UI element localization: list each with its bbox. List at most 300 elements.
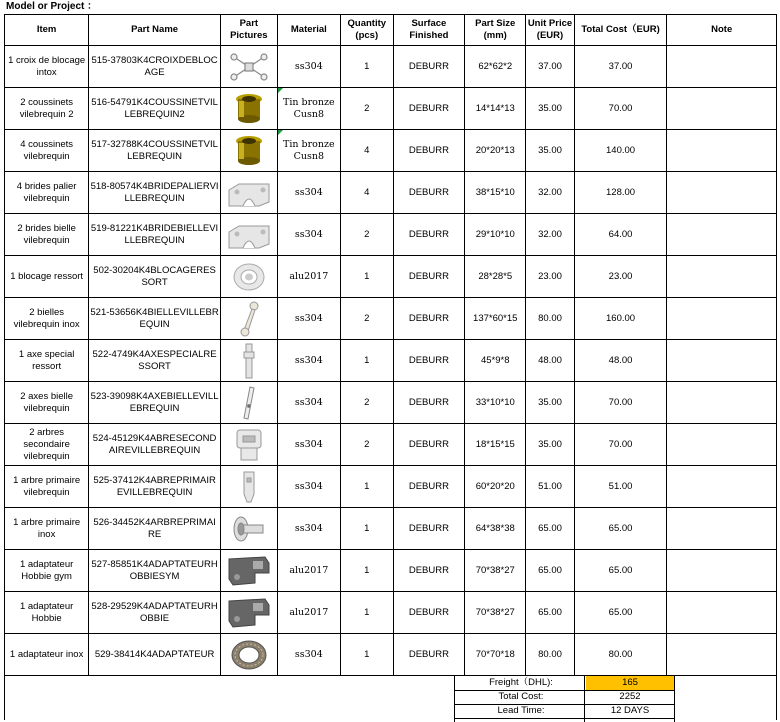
cell-quantity — [340, 340, 393, 382]
cell-part-size-text: 137*60*15 — [473, 312, 518, 324]
model-or-project-label: Model or Project ： — [6, 1, 98, 12]
summary-divider — [674, 676, 675, 722]
short-pin-icon — [222, 384, 276, 422]
cell-total-cost — [574, 634, 667, 676]
table-row — [5, 550, 777, 592]
cell-unit-price-text: 35.00 — [538, 396, 562, 408]
cell-part-picture — [220, 508, 277, 550]
cell-total-cost — [574, 214, 667, 256]
cell-total-cost — [574, 340, 667, 382]
primary-shaft-icon — [222, 468, 276, 506]
cell-part-name — [89, 634, 221, 676]
cell-material — [277, 130, 340, 172]
cell-total-cost-text: 65.00 — [608, 606, 633, 618]
cell-surface — [393, 550, 465, 592]
cell-surface-text: DEBURR — [408, 270, 449, 282]
header-part-size: Part Size (mm) — [465, 15, 526, 46]
cell-material-text: ss304 — [294, 186, 323, 198]
cell-part-size — [465, 214, 526, 256]
cell-surface-text: DEBURR — [408, 648, 449, 660]
freight-value: 165 — [586, 676, 674, 690]
cell-material — [277, 46, 340, 88]
cell-total-cost-text: 70.00 — [608, 102, 633, 114]
cell-surface-text: DEBURR — [408, 522, 449, 534]
cell-note — [667, 298, 777, 340]
cell-part-name-text: 516-54791K4COUSSINETVILLEBREQUIN2 — [91, 96, 218, 120]
cell-part-size — [465, 634, 526, 676]
cell-part-size-text: 29*10*10 — [475, 228, 515, 240]
cell-part-picture — [220, 298, 277, 340]
cell-item — [5, 592, 89, 634]
bearing-clamp-icon — [222, 176, 276, 210]
cell-quantity-text: 1 — [364, 564, 370, 576]
summary-divider — [454, 676, 455, 722]
cell-item — [5, 634, 89, 676]
table-row — [5, 88, 777, 130]
cell-unit-price-text: 80.00 — [538, 312, 562, 324]
cell-part-picture — [220, 88, 277, 130]
cell-quantity-text: 1 — [364, 648, 370, 660]
cell-total-cost-text: 70.00 — [608, 396, 633, 408]
cell-unit-price-text: 35.00 — [538, 102, 562, 114]
cell-item-text: 4 brides palier vilebrequin — [16, 180, 77, 204]
cell-item-text: 4 coussinets vilebrequin — [20, 138, 74, 162]
table-row — [5, 424, 777, 466]
cell-total-cost — [574, 256, 667, 298]
cell-material-text: alu2017 — [289, 606, 329, 618]
table-row — [5, 634, 777, 676]
cell-unit-price — [526, 340, 574, 382]
cell-item — [5, 46, 89, 88]
cell-quantity-text: 2 — [364, 102, 370, 114]
adapter-block-icon — [222, 595, 276, 631]
cell-unit-price-text: 65.00 — [538, 606, 562, 618]
cell-item — [5, 382, 89, 424]
cell-quantity — [340, 550, 393, 592]
cell-surface-text: DEBURR — [408, 186, 449, 198]
cell-part-size-text: 62*62*2 — [478, 60, 513, 72]
cell-item-text: 2 coussinets vilebrequin 2 — [19, 96, 74, 120]
cell-item-text: 1 croix de blocage intox — [8, 54, 86, 78]
cell-total-cost-text: 37.00 — [608, 60, 633, 72]
cell-material — [277, 508, 340, 550]
cell-unit-price — [526, 214, 574, 256]
cell-note — [667, 214, 777, 256]
cell-material — [277, 424, 340, 466]
cell-part-picture — [220, 592, 277, 634]
cell-item — [5, 88, 89, 130]
cell-total-cost-text: 65.00 — [608, 522, 633, 534]
cell-part-name-text: 523-39098K4AXEBIELLEVILLEBREQUIN — [90, 390, 219, 414]
cell-part-name — [89, 508, 221, 550]
cell-quantity-text: 1 — [364, 522, 370, 534]
cell-surface — [393, 508, 465, 550]
cell-note — [667, 340, 777, 382]
cell-total-cost — [574, 508, 667, 550]
cell-quantity — [340, 88, 393, 130]
header-material: Material — [277, 15, 340, 46]
cell-part-size — [465, 592, 526, 634]
cell-part-name — [89, 424, 221, 466]
cell-item-text: 2 axes bielle vilebrequin — [20, 390, 74, 414]
cell-part-name — [89, 214, 221, 256]
cell-part-name — [89, 592, 221, 634]
cell-quantity-text: 1 — [364, 354, 370, 366]
cell-surface-text: DEBURR — [408, 312, 449, 324]
cell-unit-price — [526, 46, 574, 88]
cell-surface-text: DEBURR — [408, 564, 449, 576]
cell-surface-text: DEBURR — [408, 438, 449, 450]
cell-surface-text: DEBURR — [408, 102, 449, 114]
cell-quantity-text: 1 — [364, 270, 370, 282]
cell-quantity — [340, 172, 393, 214]
cell-part-picture — [220, 214, 277, 256]
cell-material — [277, 340, 340, 382]
cell-part-name-text: 522-4749K4AXESPECIALRESSORT — [92, 348, 217, 372]
cell-part-name-text: 525-37412K4ABREPRIMAIREVILLEBREQUIN — [93, 474, 216, 498]
cell-unit-price — [526, 634, 574, 676]
cell-part-name — [89, 172, 221, 214]
cell-unit-price-text: 65.00 — [538, 522, 562, 534]
cell-quantity-text: 2 — [364, 396, 370, 408]
table-row — [5, 508, 777, 550]
cell-quantity-text: 1 — [364, 480, 370, 492]
cell-material — [277, 550, 340, 592]
cell-material — [277, 592, 340, 634]
cell-part-size — [465, 88, 526, 130]
cell-total-cost-text: 51.00 — [608, 480, 633, 492]
cell-part-name-text: 515-37803K4CROIXDEBLOCAGE — [91, 54, 218, 78]
cell-item-text: 1 adaptateur Hobbie — [19, 600, 74, 624]
cell-item-text: 1 adaptateur Hobbie gym — [19, 558, 74, 582]
cell-quantity-text: 2 — [364, 228, 370, 240]
cell-unit-price — [526, 550, 574, 592]
cell-surface — [393, 256, 465, 298]
cell-part-size-text: 33*10*10 — [475, 396, 515, 408]
cell-unit-price-text: 23.00 — [538, 270, 562, 282]
cell-note — [667, 424, 777, 466]
gear-shaft-icon — [222, 511, 276, 547]
cell-part-size-text: 18*15*15 — [475, 438, 515, 450]
cell-material — [277, 88, 340, 130]
cell-unit-price — [526, 424, 574, 466]
cell-unit-price-text: 35.00 — [538, 144, 562, 156]
cell-material-text: ss304 — [294, 396, 323, 408]
cell-material-text: ss304 — [294, 438, 323, 450]
cell-part-size-text: 28*28*5 — [478, 270, 513, 282]
cell-unit-price — [526, 172, 574, 214]
cell-part-size — [465, 130, 526, 172]
cell-part-size-text: 70*70*18 — [475, 648, 515, 660]
cell-part-size-text: 64*38*38 — [475, 522, 515, 534]
cell-total-cost — [574, 172, 667, 214]
cell-item — [5, 424, 89, 466]
cell-part-name — [89, 256, 221, 298]
table-row — [5, 382, 777, 424]
cell-note — [667, 466, 777, 508]
cell-quantity — [340, 298, 393, 340]
cell-item — [5, 256, 89, 298]
cell-part-picture — [220, 340, 277, 382]
cell-total-cost-text: 65.00 — [608, 564, 633, 576]
comment-marker — [278, 130, 283, 135]
cell-item — [5, 172, 89, 214]
cell-material-text: alu2017 — [289, 564, 329, 576]
cell-part-name-text: 521-53656K4BIELLEVILLEBREQUIN — [90, 306, 219, 330]
header-quantity: Quantity (pcs) — [340, 15, 393, 46]
cell-item-text: 1 arbre primaire inox — [13, 516, 81, 540]
cell-item — [5, 130, 89, 172]
cell-part-size — [465, 172, 526, 214]
cell-material — [277, 214, 340, 256]
cell-material — [277, 634, 340, 676]
cell-surface — [393, 382, 465, 424]
cell-material-text: ss304 — [294, 228, 323, 240]
cell-surface-text: DEBURR — [408, 606, 449, 618]
cell-unit-price-text: 80.00 — [538, 648, 562, 660]
summary-divider — [584, 676, 585, 722]
table-row — [5, 340, 777, 382]
cell-surface — [393, 466, 465, 508]
cell-part-size-text: 70*38*27 — [475, 606, 515, 618]
table-row — [5, 466, 777, 508]
cell-item — [5, 214, 89, 256]
cell-part-name-text: 524-45129K4ABRESECONDAIREVILLEBREQUIN — [92, 432, 217, 456]
cell-quantity-text: 1 — [364, 606, 370, 618]
cell-item-text: 1 blocage ressort — [10, 270, 84, 282]
cell-part-picture — [220, 172, 277, 214]
cell-unit-price — [526, 130, 574, 172]
cell-total-cost-text: 23.00 — [608, 270, 633, 282]
cell-item — [5, 508, 89, 550]
cell-part-size — [465, 550, 526, 592]
cell-material-text: ss304 — [294, 648, 323, 660]
table-row — [5, 214, 777, 256]
cell-surface — [393, 340, 465, 382]
cell-unit-price — [526, 592, 574, 634]
stepped-shaft-icon — [222, 426, 276, 464]
cell-note — [667, 46, 777, 88]
cell-part-name-text: 519-81221K4BRIDEBIELLEVILLEBREQUIN — [90, 222, 219, 246]
cell-material-text: ss304 — [294, 60, 323, 72]
cell-item — [5, 466, 89, 508]
connecting-rod-icon — [222, 300, 276, 338]
cell-part-picture — [220, 130, 277, 172]
bronze-bushing-icon — [222, 91, 276, 127]
cell-part-size-text: 60*20*20 — [475, 480, 515, 492]
cell-quantity — [340, 46, 393, 88]
cell-unit-price — [526, 256, 574, 298]
cell-part-size — [465, 46, 526, 88]
cell-total-cost — [574, 466, 667, 508]
adapter-block-icon — [222, 553, 276, 589]
cell-part-name-text: 527-85851K4ADAPTATEURHOBBIESYM — [91, 558, 218, 582]
cell-note — [667, 550, 777, 592]
cell-quantity-text: 4 — [364, 144, 370, 156]
cell-total-cost — [574, 298, 667, 340]
bearing-clamp-icon — [222, 218, 276, 252]
cell-item-text: 1 arbre primaire vilebrequin — [13, 474, 81, 498]
cell-note — [667, 634, 777, 676]
cell-surface-text: DEBURR — [408, 354, 449, 366]
cell-part-picture — [220, 550, 277, 592]
cell-total-cost — [574, 592, 667, 634]
table-row — [5, 46, 777, 88]
cell-total-cost — [574, 424, 667, 466]
cell-quantity-text: 4 — [364, 186, 370, 198]
cell-material — [277, 256, 340, 298]
summary-block — [4, 676, 777, 722]
header-unit-price: Unit Price (EUR) — [526, 15, 574, 46]
cell-item-text: 2 arbres secondaire vilebrequin — [23, 426, 70, 462]
cell-surface — [393, 214, 465, 256]
cell-total-cost — [574, 130, 667, 172]
cell-quantity — [340, 214, 393, 256]
cell-quantity — [340, 424, 393, 466]
cell-surface-text: DEBURR — [408, 60, 449, 72]
cell-total-cost — [574, 88, 667, 130]
cell-note — [667, 508, 777, 550]
cell-item-text: 1 axe special ressort — [18, 348, 75, 372]
cell-unit-price — [526, 466, 574, 508]
cell-part-name-text: 526-34452K4ARBREPRIMAIRE — [93, 516, 216, 540]
cell-part-name — [89, 88, 221, 130]
cell-surface — [393, 172, 465, 214]
cell-unit-price-text: 32.00 — [538, 228, 562, 240]
cell-part-name-text: 529-38414K4ADAPTATEUR — [94, 648, 215, 660]
cell-part-size-text: 70*38*27 — [475, 564, 515, 576]
cell-item — [5, 298, 89, 340]
table-row — [5, 172, 777, 214]
cell-note — [667, 256, 777, 298]
cell-part-picture — [220, 382, 277, 424]
total-cost-value: 2252 — [619, 691, 641, 702]
cell-material-text: Tin bronze Cusn8 — [283, 96, 335, 120]
cell-surface — [393, 130, 465, 172]
cell-quantity-text: 2 — [364, 438, 370, 450]
cell-item-text: 2 bielles vilebrequin inox — [13, 306, 80, 330]
cell-material — [277, 172, 340, 214]
lead-time-label: Lead Time: — [497, 705, 545, 716]
cell-unit-price — [526, 298, 574, 340]
ring-part-icon — [222, 260, 276, 294]
cell-part-picture — [220, 46, 277, 88]
cell-material-text: ss304 — [294, 480, 323, 492]
cell-surface — [393, 634, 465, 676]
cell-part-name — [89, 466, 221, 508]
cell-quantity-text: 1 — [364, 60, 370, 72]
cell-surface — [393, 424, 465, 466]
cell-part-size-text: 38*15*10 — [475, 186, 515, 198]
freight-label: Freight（DHL): — [489, 677, 553, 688]
cell-part-picture — [220, 256, 277, 298]
cell-quantity — [340, 634, 393, 676]
summary-divider — [454, 718, 675, 719]
cell-part-size-text: 45*9*8 — [480, 354, 510, 366]
cell-part-name-text: 517-32788K4COUSSINETVILLEBREQUIN — [91, 138, 218, 162]
cell-unit-price-text: 51.00 — [538, 480, 562, 492]
cell-part-name — [89, 550, 221, 592]
cell-part-size — [465, 382, 526, 424]
cell-surface-text: DEBURR — [408, 480, 449, 492]
cell-material-text: alu2017 — [289, 270, 329, 282]
cell-unit-price — [526, 508, 574, 550]
cell-quantity — [340, 130, 393, 172]
header-total-cost: Total Cost（EUR) — [574, 15, 667, 46]
cell-part-size — [465, 256, 526, 298]
cell-unit-price-text: 37.00 — [538, 60, 562, 72]
cell-part-size-text: 20*20*13 — [475, 144, 515, 156]
cell-quantity — [340, 466, 393, 508]
cell-total-cost-text: 64.00 — [608, 228, 633, 240]
cell-surface — [393, 46, 465, 88]
total-cost-label: Total Cost: — [498, 691, 544, 702]
cell-quantity — [340, 508, 393, 550]
cell-part-picture — [220, 466, 277, 508]
cell-material — [277, 382, 340, 424]
cell-unit-price-text: 32.00 — [538, 186, 562, 198]
cell-total-cost-text: 160.00 — [606, 312, 636, 324]
cell-part-name — [89, 298, 221, 340]
table-row — [5, 256, 777, 298]
cell-total-cost — [574, 382, 667, 424]
cell-material-text: ss304 — [294, 354, 323, 366]
cell-total-cost-text: 80.00 — [608, 648, 633, 660]
cell-item-text: 1 adaptateur inox — [9, 648, 84, 660]
table-row — [5, 130, 777, 172]
header-surface-finished: Surface Finished — [393, 15, 465, 46]
cell-part-size — [465, 424, 526, 466]
cell-note — [667, 172, 777, 214]
axle-pin-icon — [222, 342, 276, 380]
cell-surface-text: DEBURR — [408, 396, 449, 408]
cell-part-name-text: 528-29529K4ADAPTATEURHOBBIE — [91, 600, 218, 624]
comment-marker — [278, 88, 283, 93]
cell-surface-text: DEBURR — [408, 144, 449, 156]
cell-part-name — [89, 46, 221, 88]
cell-note — [667, 88, 777, 130]
cell-part-name — [89, 340, 221, 382]
cell-note — [667, 382, 777, 424]
cell-surface-text: DEBURR — [408, 228, 449, 240]
lead-time-value: 12 DAYS — [610, 705, 650, 716]
cell-unit-price-text: 48.00 — [538, 354, 562, 366]
cell-item — [5, 550, 89, 592]
cell-item — [5, 340, 89, 382]
cell-quantity — [340, 256, 393, 298]
table-row — [5, 592, 777, 634]
cross-part-icon — [222, 49, 276, 85]
cell-note — [667, 130, 777, 172]
cell-material-text: Tin bronze Cusn8 — [283, 138, 335, 162]
cell-part-size — [465, 466, 526, 508]
cell-material-text: ss304 — [294, 522, 323, 534]
cell-part-size — [465, 340, 526, 382]
header-note: Note — [667, 15, 777, 46]
table-header-row — [5, 15, 777, 46]
header-item: Item — [5, 15, 89, 46]
cell-part-picture — [220, 634, 277, 676]
cell-part-size — [465, 298, 526, 340]
cell-quantity — [340, 382, 393, 424]
cell-total-cost-text: 48.00 — [608, 354, 633, 366]
cell-unit-price — [526, 382, 574, 424]
cell-surface — [393, 298, 465, 340]
cell-part-name — [89, 130, 221, 172]
cell-total-cost-text: 128.00 — [606, 186, 636, 198]
cell-surface — [393, 592, 465, 634]
cell-material — [277, 466, 340, 508]
